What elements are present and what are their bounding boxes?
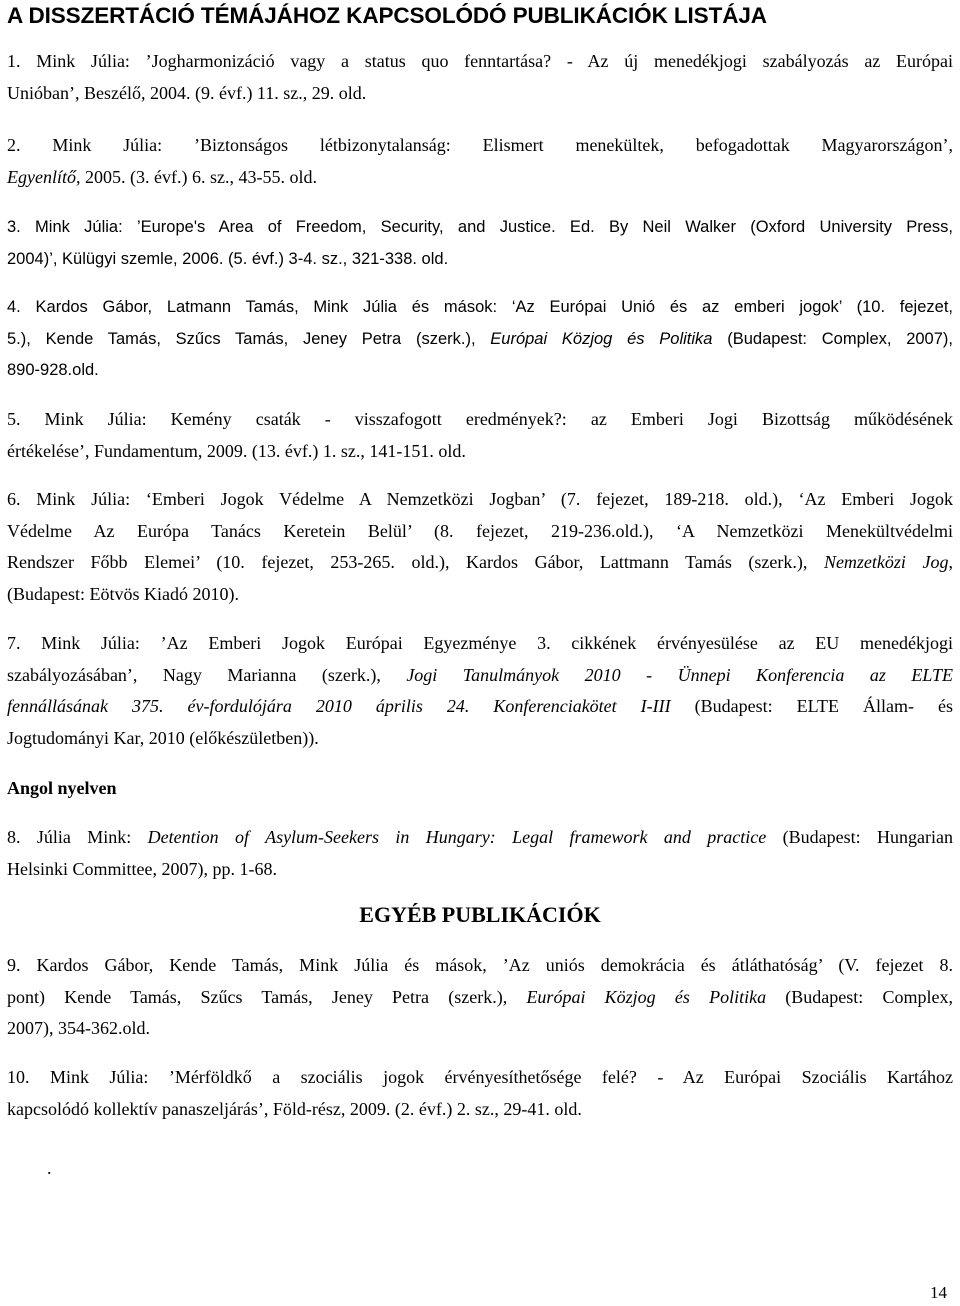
entry-line: kapcsolódó kollektív panaszeljárás’, Föld-rész, 2009. (2. évf.) 2. sz., 29-41. old. (7, 1098, 582, 1119)
publication-entry-2 (7, 130, 953, 193)
publication-entry-3 (7, 212, 953, 275)
entry-line (7, 660, 953, 692)
entry-line: Jogtudományi Kar, 2010 (előkészületben)). (7, 727, 319, 748)
entry-line (7, 162, 953, 194)
entry-line: 890-928.old. (7, 361, 99, 379)
book-title: Európai Közjog és Politika (526, 986, 767, 1007)
entry-text: pont) Kende Tamás, Szűcs Tamás, Jeney Petra (szerk.), (7, 986, 527, 1007)
entry-text: (Budapest: Complex, (766, 986, 954, 1007)
entry-text: , (948, 552, 953, 572)
page-title: A DISSZERTÁCIÓ TÉMÁJÁHOZ KAPCSOLÓDÓ PUBLIKÁCIÓK LISTÁJA (7, 3, 767, 28)
entry-line: 2004)’, Külügyi szemle, 2006. (5. évf.) 3-4. sz., 321-338. old. (7, 249, 449, 268)
publication-entry-1 (7, 46, 953, 109)
entry-line: Unióban’, Beszélő, 2004. (9. évf.) 11. sz., 29. old. (7, 82, 367, 103)
entry-line: 3. Mink Júlia: ’Europe's Area of Freedom, Security, and Justice. Ed. By Neil Walker (Oxford University Press, (7, 218, 953, 236)
entry-text: szabályozásában’, Nagy Marianna (szerk.), (7, 664, 407, 685)
entry-line: 9. Kardos Gábor, Kende Tamás, Mink Júlia és mások, ’Az uniós demokrácia és átláthatóság’ (V. fejezet 8. (7, 955, 953, 975)
entry-text: Rendszer Főbb Elemei’ (10. fejezet, 253-265. old.), Kardos Gábor, Lattmann Tamás (szerk.), (7, 552, 824, 572)
entry-line (7, 547, 953, 579)
entry-line: 10. Mink Júlia: ’Mérföldkő a szociális jogok érvényesíthetősége felé? - Az Európai Szociális Kartához (7, 1067, 953, 1087)
entry-line: Védelme Az Európa Tanács Keretein Belül’ (8. fejezet, 219-236.old.), ‘A Nemzetközi Menekültvédelmi (7, 520, 953, 541)
entry-line: (Budapest: Eötvös Kiadó 2010). (7, 583, 239, 604)
journal-title: Egyenlítő (7, 166, 76, 187)
book-title: Nemzetközi Jog (823, 552, 949, 572)
book-title: Jogi Tanulmányok 2010 - Ünnepi Konferencia az ELTE (406, 664, 954, 685)
entry-line: 6. Mink Júlia: ‘Emberi Jogok Védelme A Nemzetközi Jogban’ (7. fejezet, 189-218. old.), ‘Az Emberi Jogok (7, 489, 953, 509)
entry-line: 1. Mink Júlia: ’Jogharmonizáció vagy a status quo fenntartása? - Az új menedékjogi szabályozás az Európai (7, 51, 953, 71)
entry-line: 2. Mink Júlia: ’Biztonságos létbizonytalanság: Elismert menekültek, befogadottak Magyarországon’, (7, 135, 953, 155)
publication-entry-4 (7, 292, 953, 387)
entry-text: 5.), Kende Tamás, Szűcs Tamás, Jeney Petra (szerk.), (7, 329, 491, 348)
publication-entry-10 (7, 1062, 953, 1125)
entry-text: , 2005. (3. évf.) 6. sz., 43-55. old. (75, 166, 317, 187)
entry-line: 4. Kardos Gábor, Latmann Tamás, Mink Júlia és mások: ‘Az Európai Unió és az emberi jogok’ (10. fejezet, (7, 298, 953, 316)
stray-dot: . (47, 1158, 52, 1178)
book-title: fennállásának 375. év-fordulójára 2010 április 24. Konferenciakötet I-III (7, 696, 671, 716)
page-number: 14 (930, 1283, 947, 1302)
entry-line (7, 324, 953, 356)
entry-text: 8. Júlia Mink: (7, 827, 148, 847)
section-heading-other: EGYÉB PUBLIKÁCIÓK (359, 902, 601, 927)
book-title: Detention of Asylum-Seekers in Hungary: Legal framework and practice (147, 827, 767, 847)
publication-entry-8 (7, 822, 953, 885)
publication-entry-9 (7, 950, 953, 1045)
entry-text: (Budapest: Hungarian (766, 827, 953, 847)
publication-entry-7 (7, 628, 953, 754)
entry-line (7, 691, 953, 723)
entry-line: Helsinki Committee, 2007), pp. 1-68. (7, 858, 277, 879)
section-heading-english: Angol nyelven (7, 778, 117, 798)
book-title: Európai Közjog és Politika (490, 329, 713, 348)
entry-text: (Budapest: ELTE Állam- és (670, 696, 953, 716)
entry-line: 5. Mink Júlia: Kemény csaták - visszafogott eredmények?: az Emberi Jogi Bizottság működésének (7, 409, 953, 429)
publication-entry-5 (7, 404, 953, 467)
entry-line (7, 982, 953, 1014)
entry-line: 7. Mink Júlia: ’Az Emberi Jogok Európai Egyezménye 3. cikkének érvényesülése az EU menedékjogi (7, 633, 953, 653)
publication-entry-6 (7, 484, 953, 610)
entry-text: (Budapest: Complex, 2007), (712, 329, 953, 348)
entry-line: 2007), 354-362.old. (7, 1018, 150, 1038)
entry-line: értékelése’, Fundamentum, 2009. (13. évf.) 1. sz., 141-151. old. (7, 440, 466, 461)
entry-line (7, 822, 953, 854)
